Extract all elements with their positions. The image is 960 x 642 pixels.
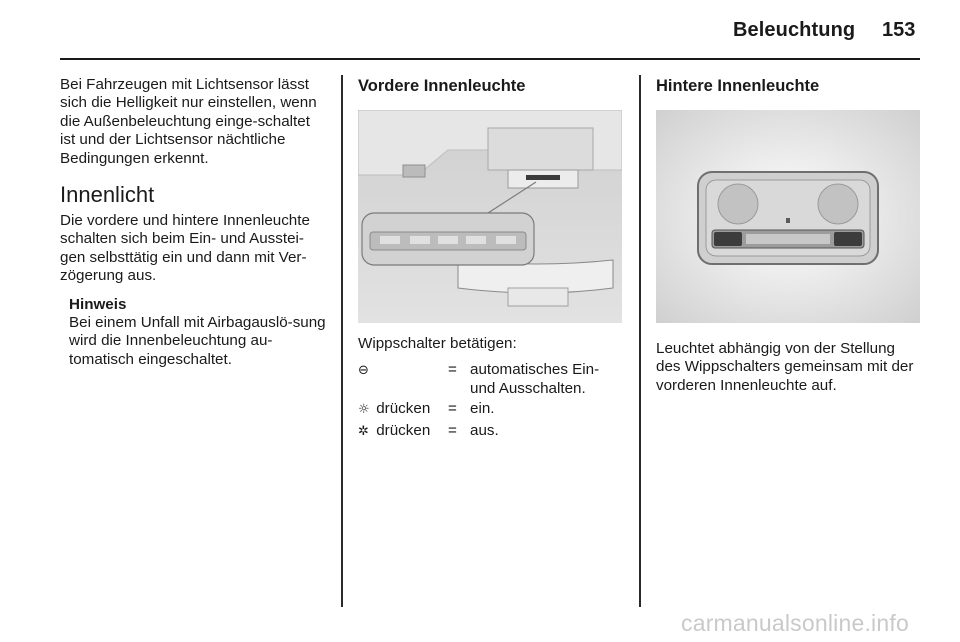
section-heading-front-light: Vordere Innenleuchte: [358, 77, 526, 95]
door-auto-icon: ⊖: [358, 363, 369, 379]
note-title: Hinweis: [69, 295, 127, 313]
legend-value: automatisches Ein- und Ausschalten.: [470, 361, 600, 397]
legend-value: ein.: [470, 400, 495, 418]
legend-row: ✲ drücken = aus.: [358, 422, 620, 443]
column-divider-right: [639, 75, 641, 607]
middle-column: [358, 76, 624, 443]
rear-light-caption: Leuchtet abhängig von der Stellung des Wippschalters gemeinsam mit der vorderen Innenleuchte auf.: [656, 340, 914, 394]
section-heading-rear-light: Hintere Innenleuchte: [656, 77, 820, 95]
intro-paragraph: Bei Fahrzeugen mit Lichtsensor lässt sich die Helligkeit nur einstellen, wenn die Außenbeleuchtung einge-schaltet ist und der Lichtsensor nächtliche Bedingungen erkennt.: [60, 76, 317, 167]
page-title: Beleuchtung: [733, 19, 856, 41]
header-rule: [60, 58, 920, 60]
section-heading-innenlicht: Innenlicht: [60, 182, 155, 208]
rear-interior-light-illustration: [656, 110, 920, 323]
right-column: [656, 76, 922, 395]
legend-value: aus.: [470, 421, 499, 439]
light-on-icon: ☼: [358, 402, 370, 418]
legend-row: ☼ drücken = ein.: [358, 400, 620, 421]
legend-row: ⊖ = automatisches Ein- und Ausschalten.: [358, 361, 620, 400]
rocker-legend: [358, 361, 620, 443]
watermark: carmanualsonline.info: [681, 610, 909, 636]
light-off-icon: ✲: [358, 423, 369, 439]
front-interior-light-illustration: [358, 110, 622, 323]
left-column: [60, 76, 326, 369]
note-box: [69, 296, 326, 370]
column-divider-left: [341, 75, 343, 607]
legend-key: drücken: [376, 400, 431, 418]
rocker-caption: Wippschalter betätigen:: [358, 335, 517, 352]
innenlicht-paragraph: Die vordere und hintere Innenleuchte schalten sich beim Ein- und Ausstei-gen selbsttätig ein und dann mit Ver-zögerung aus.: [60, 212, 310, 285]
legend-key: drücken: [376, 421, 431, 439]
page-number: 153: [882, 19, 916, 41]
note-body: Bei einem Unfall mit Airbagauslö-sung wird die Innenbeleuchtung au-tomatisch eingeschaltet.: [69, 314, 326, 368]
